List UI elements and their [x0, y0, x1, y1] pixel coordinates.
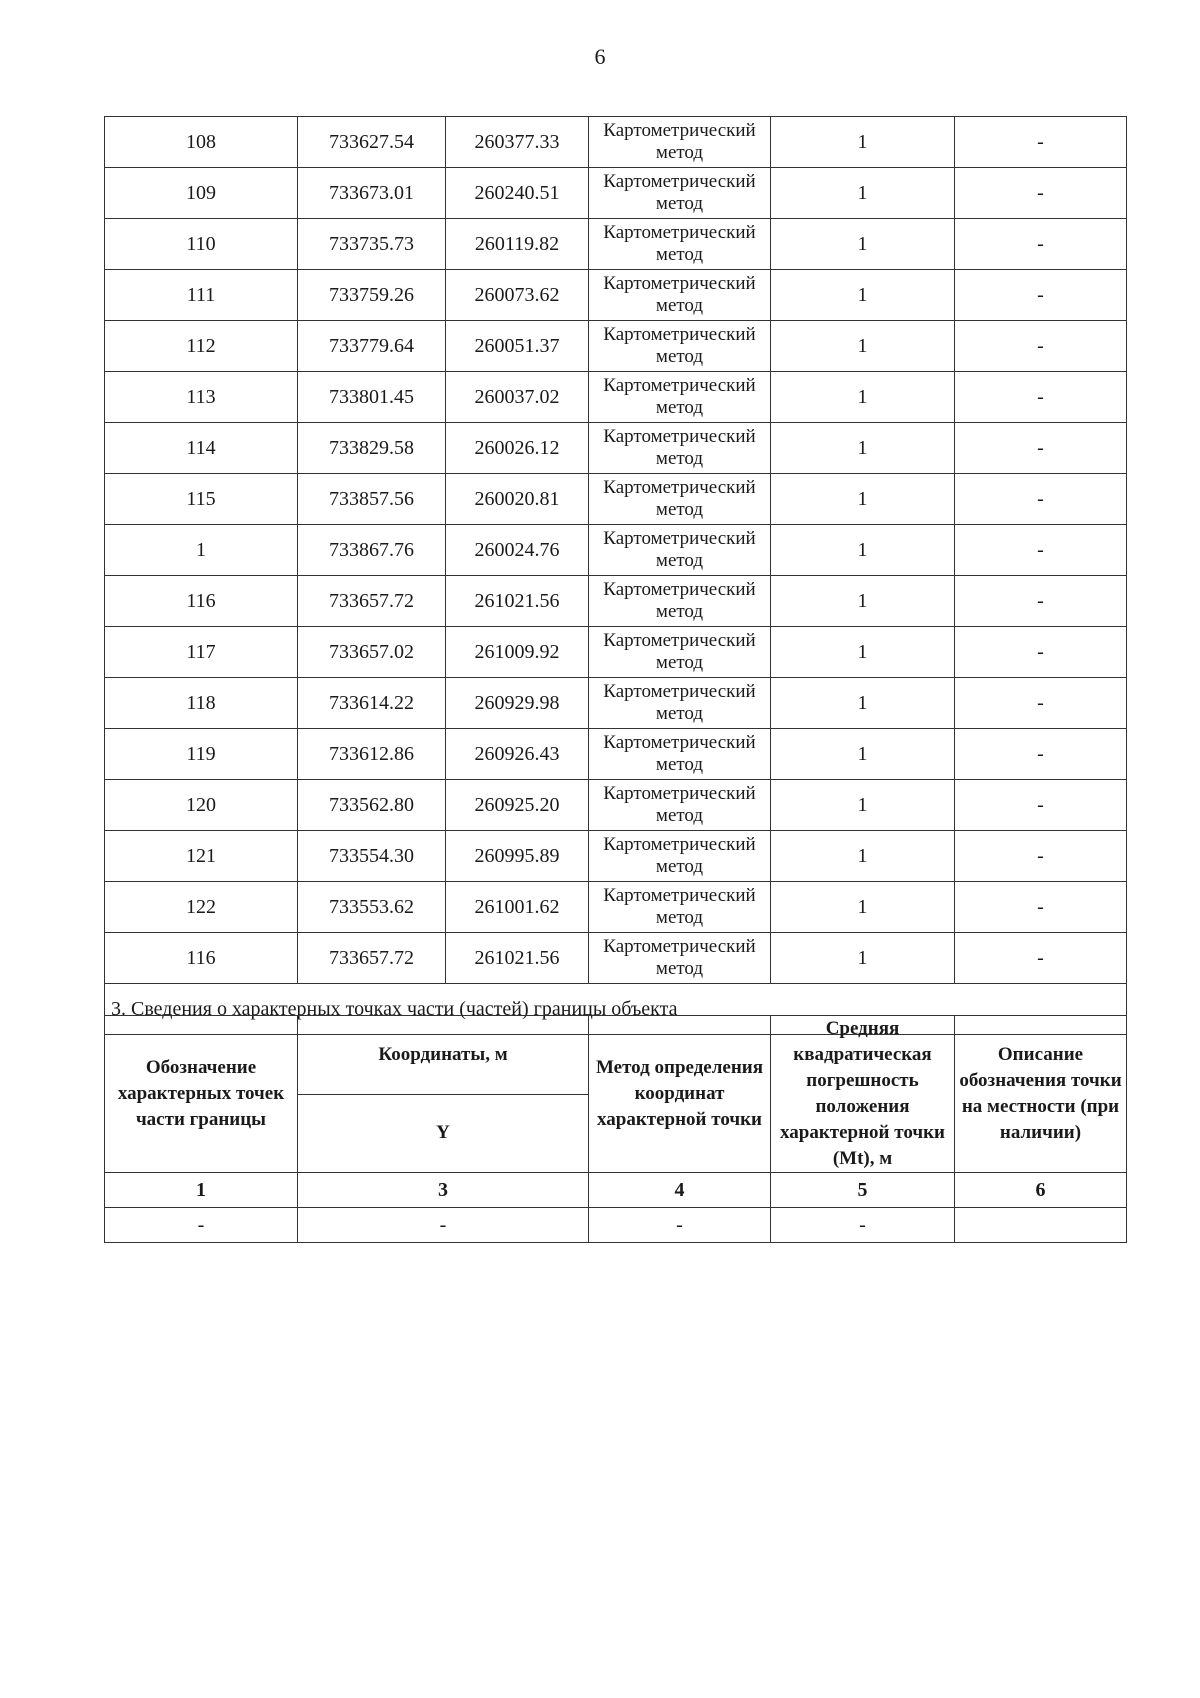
table-row [105, 525, 1127, 576]
mt-cell: 1 [771, 117, 955, 168]
table-row [105, 831, 1127, 882]
description-cell: - [955, 933, 1127, 984]
method-cell: Картометрический метод [589, 882, 771, 933]
description-cell: - [955, 423, 1127, 474]
method-cell: Картометрический метод [589, 729, 771, 780]
table-row [105, 321, 1127, 372]
table-cell: - [771, 1208, 955, 1243]
method-cell: Картометрический метод [589, 423, 771, 474]
table-row [105, 219, 1127, 270]
point-cell: 118 [105, 678, 298, 729]
header-method: Метод определения координат характерной точки [589, 1016, 771, 1173]
header-mt: Средняя квадратическая погрешность положения характерной точки (Mt), м [771, 1016, 955, 1173]
x-cell: 733657.02 [298, 627, 446, 678]
part-boundary-table [104, 1015, 1127, 1243]
column-number: 1 [105, 1173, 298, 1208]
y-cell: 261009.92 [446, 627, 589, 678]
x-cell: 733657.72 [298, 933, 446, 984]
description-cell: - [955, 525, 1127, 576]
point-cell: 1 [105, 525, 298, 576]
x-cell: 733627.54 [298, 117, 446, 168]
y-cell: 261021.56 [446, 933, 589, 984]
description-cell: - [955, 372, 1127, 423]
table-row [105, 576, 1127, 627]
method-cell: Картометрический метод [589, 627, 771, 678]
x-cell: 733759.26 [298, 270, 446, 321]
mt-cell: 1 [771, 780, 955, 831]
point-cell: 116 [105, 576, 298, 627]
description-cell: - [955, 678, 1127, 729]
point-cell: 113 [105, 372, 298, 423]
y-cell: 260119.82 [446, 219, 589, 270]
mt-cell: 1 [771, 525, 955, 576]
y-cell: 261021.56 [446, 576, 589, 627]
method-cell: Картометрический метод [589, 576, 771, 627]
point-cell: 111 [105, 270, 298, 321]
y-cell: 261001.62 [446, 882, 589, 933]
description-cell: - [955, 780, 1127, 831]
method-cell: Картометрический метод [589, 831, 771, 882]
mt-cell: 1 [771, 678, 955, 729]
method-cell: Картометрический метод [589, 117, 771, 168]
y-cell: 260926.43 [446, 729, 589, 780]
table-row [105, 729, 1127, 780]
table-row [105, 882, 1127, 933]
y-cell: 260925.20 [446, 780, 589, 831]
description-cell: - [955, 117, 1127, 168]
mt-cell: 1 [771, 219, 955, 270]
page-number: 6 [594, 44, 606, 69]
method-cell: Картометрический метод [589, 270, 771, 321]
point-cell: 115 [105, 474, 298, 525]
mt-cell: 1 [771, 882, 955, 933]
point-cell: 120 [105, 780, 298, 831]
section-3-title: 3. Сведения о характерных точках части (частей) границы объекта [105, 984, 1127, 1035]
description-cell: - [955, 831, 1127, 882]
header-designation: Обозначение характерных точек части границы [105, 1016, 298, 1173]
y-cell: 260051.37 [446, 321, 589, 372]
column-number: 4 [589, 1173, 771, 1208]
point-cell: 122 [105, 882, 298, 933]
description-cell: - [955, 627, 1127, 678]
x-cell: 733779.64 [298, 321, 446, 372]
x-cell: 733801.45 [298, 372, 446, 423]
table-cell: - [298, 1208, 589, 1243]
point-cell: 109 [105, 168, 298, 219]
x-cell: 733612.86 [298, 729, 446, 780]
y-cell: 260024.76 [446, 525, 589, 576]
y-cell: 260020.81 [446, 474, 589, 525]
y-cell: 260073.62 [446, 270, 589, 321]
coordinates-table [104, 116, 1127, 1035]
mt-cell: 1 [771, 270, 955, 321]
point-cell: 114 [105, 423, 298, 474]
method-cell: Картометрический метод [589, 372, 771, 423]
method-cell: Картометрический метод [589, 678, 771, 729]
description-cell: - [955, 168, 1127, 219]
point-cell: 116 [105, 933, 298, 984]
table-row [105, 423, 1127, 474]
table-row [105, 627, 1127, 678]
table-row [105, 117, 1127, 168]
header-coord-y: Y [298, 1094, 589, 1173]
y-cell: 260995.89 [446, 831, 589, 882]
header-coordinates: Координаты, м [298, 1016, 589, 1095]
table-row [105, 270, 1127, 321]
x-cell: 733553.62 [298, 882, 446, 933]
mt-cell: 1 [771, 372, 955, 423]
column-number: 5 [771, 1173, 955, 1208]
description-cell: - [955, 270, 1127, 321]
table-cell: - [105, 1208, 298, 1243]
x-cell: 733614.22 [298, 678, 446, 729]
point-cell: 112 [105, 321, 298, 372]
mt-cell: 1 [771, 321, 955, 372]
mt-cell: 1 [771, 474, 955, 525]
x-cell: 733562.80 [298, 780, 446, 831]
table-row [105, 474, 1127, 525]
mt-cell: 1 [771, 168, 955, 219]
mt-cell: 1 [771, 423, 955, 474]
mt-cell: 1 [771, 933, 955, 984]
table-row [105, 168, 1127, 219]
column-number: 6 [955, 1173, 1127, 1208]
point-cell: 117 [105, 627, 298, 678]
table-row [105, 780, 1127, 831]
point-cell: 108 [105, 117, 298, 168]
x-cell: 733554.30 [298, 831, 446, 882]
y-cell: 260929.98 [446, 678, 589, 729]
table-row [105, 372, 1127, 423]
x-cell: 733673.01 [298, 168, 446, 219]
x-cell: 733857.56 [298, 474, 446, 525]
y-cell: 260026.12 [446, 423, 589, 474]
method-cell: Картометрический метод [589, 525, 771, 576]
mt-cell: 1 [771, 729, 955, 780]
y-cell: 260240.51 [446, 168, 589, 219]
table-row [105, 933, 1127, 984]
point-cell: 121 [105, 831, 298, 882]
method-cell: Картометрический метод [589, 168, 771, 219]
y-cell: 260377.33 [446, 117, 589, 168]
x-cell: 733657.72 [298, 576, 446, 627]
table-row [105, 678, 1127, 729]
method-cell: Картометрический метод [589, 321, 771, 372]
column-number: 3 [298, 1173, 589, 1208]
mt-cell: 1 [771, 831, 955, 882]
method-cell: Картометрический метод [589, 933, 771, 984]
description-cell: - [955, 576, 1127, 627]
x-cell: 733867.76 [298, 525, 446, 576]
x-cell: 733735.73 [298, 219, 446, 270]
description-cell: - [955, 729, 1127, 780]
description-cell: - [955, 219, 1127, 270]
y-cell: 260037.02 [446, 372, 589, 423]
point-cell: 110 [105, 219, 298, 270]
table-cell: - [589, 1208, 771, 1243]
mt-cell: 1 [771, 627, 955, 678]
mt-cell: 1 [771, 576, 955, 627]
method-cell: Картометрический метод [589, 219, 771, 270]
method-cell: Картометрический метод [589, 780, 771, 831]
point-cell: 119 [105, 729, 298, 780]
description-cell: - [955, 474, 1127, 525]
header-description: Описание обозначения точки на местности (при наличии) [955, 1016, 1127, 1173]
table-cell [955, 1208, 1127, 1243]
description-cell: - [955, 882, 1127, 933]
description-cell: - [955, 321, 1127, 372]
x-cell: 733829.58 [298, 423, 446, 474]
method-cell: Картометрический метод [589, 474, 771, 525]
